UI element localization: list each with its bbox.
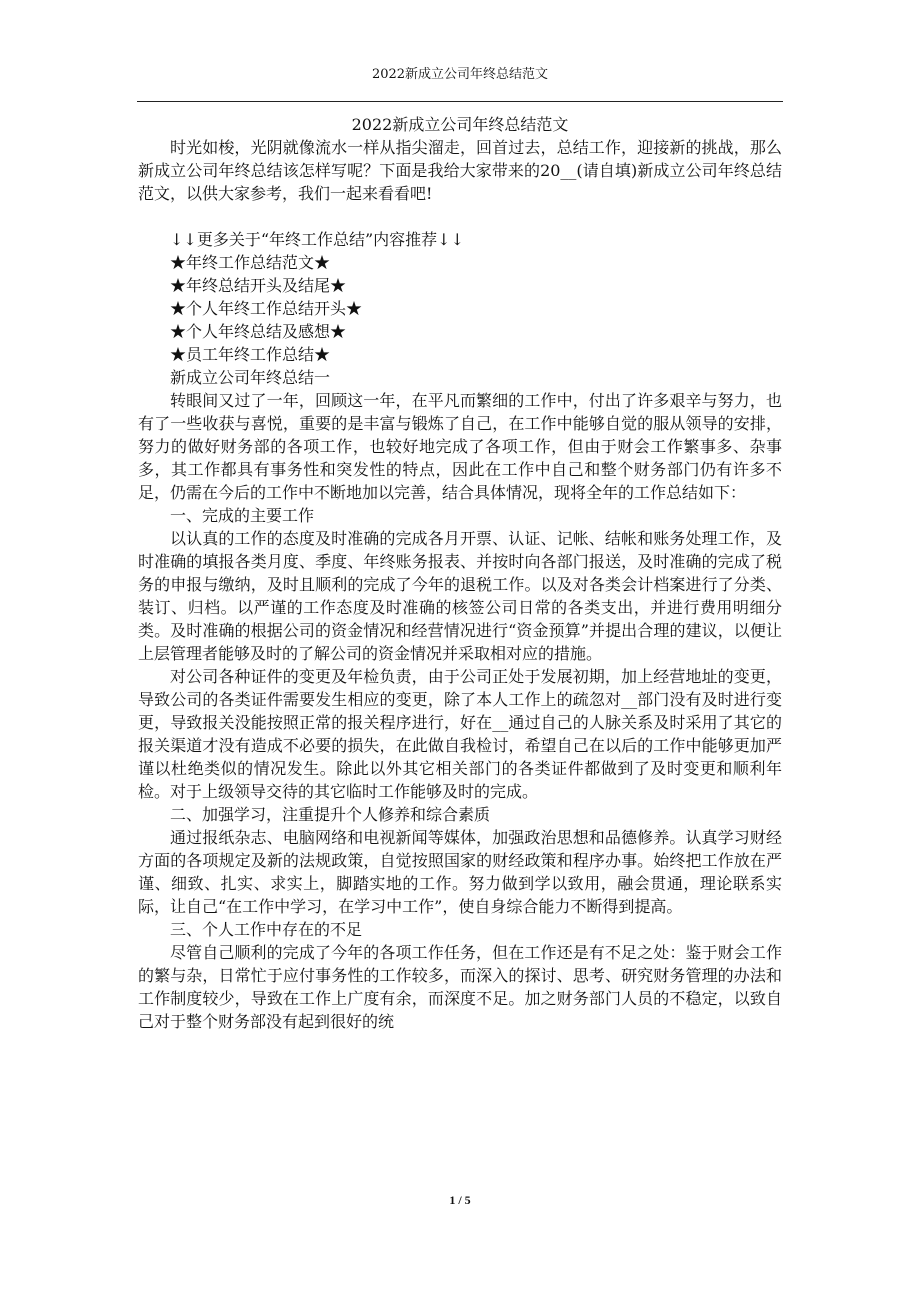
body-paragraph: 以认真的工作的态度及时准确的完成各月开票、认证、记帐、结帐和账务处理工作，及时准确的填报各类月度、季度、年终账务报表、并按时向各部门报送，及时准确的完成了税务的申报与缴纳，及时且顺利的完成了今年的退税工作。以及对各类会计档案进行了分类、装订、归档。以严谨的工作态度及时准确的核签公司日常的各类支出，并进行费用明细分类。及时准确的根据公司的资金情况和经营情况进行“资金预算”并提出合理的建议，以便让上层管理者能够及时的了解公司的资金情况并采取相对应的措施。 — [138, 529, 782, 663]
intro-paragraph: 时光如梭，光阴就像流水一样从指尖溜走，回首过去，总结工作，迎接新的挑战，那么新成立公司年终总结该怎样写呢？下面是我给大家带来的20__(请自填)新成立公司年终总结范文，以供大家参考，我们一起来看看吧! — [138, 138, 782, 203]
document-body — [138, 113, 782, 1033]
section-heading: 三、个人工作中存在的不足 — [170, 920, 363, 939]
recommend-header: ↓↓更多关于“年终工作总结”内容推荐↓↓ — [170, 230, 464, 249]
recommend-link[interactable]: ★个人年终总结及感想★ — [170, 322, 347, 341]
section-title: 新成立公司年终总结一 — [170, 368, 331, 387]
body-paragraph: 转眼间又过了一年，回顾这一年，在平凡而繁细的工作中，付出了许多艰辛与努力，也有了一些收获与喜悦，重要的是丰富与锻炼了自己，在工作中能够自觉的服从领导的安排，努力的做好财务部的各项工作，也较好地完成了各项工作，但由于财会工作繁事多、杂事多，其工作都具有事务性和突发性的特点，因此在工作中自己和整个财务部门仍有许多不足，仍需在今后的工作中不断地加以完善，结合具体情况，现将全年的工作总结如下： — [138, 391, 782, 502]
running-header: 2022新成立公司年终总结范文 — [371, 67, 549, 82]
body-paragraph: 对公司各种证件的变更及年检负责，由于公司正处于发展初期，加上经营地址的变更，导致公司的各类证件需要发生相应的变更，除了本人工作上的疏忽对__部门没有及时进行变更，导致报关没能按照正常的报关程序进行，好在__通过自己的人脉关系及时采用了其它的报关渠道才没有造成不必要的损失，在此做自我检讨，希望自己在以后的工作中能够更加严谨以杜绝类似的情况发生。除此以外其它相关部门的各类证件都做到了及时变更和顺利年检。对于上级领导交待的其它临时工作能够及时的完成。 — [138, 667, 782, 801]
recommend-link[interactable]: ★员工年终工作总结★ — [170, 345, 331, 364]
recommend-link[interactable]: ★年终总结开头及结尾★ — [170, 276, 347, 295]
section-heading: 二、加强学习，注重提升个人修养和综合素质 — [170, 805, 491, 824]
recommend-link[interactable]: ★个人年终工作总结开头★ — [170, 299, 363, 318]
document-title: 2022新成立公司年终总结范文 — [351, 115, 569, 134]
body-paragraph: 通过报纸杂志、电脑网络和电视新闻等媒体，加强政治思想和品德修养。认真学习财经方面的各项规定及新的法规政策，自觉按照国家的财经政策和程序办事。始终把工作放在严谨、细致、扎实、求实上，脚踏实地的工作。努力做到学以致用，融会贯通，理论联系实际，让自己“在工作中学习，在学习中工作”，使自身综合能力不断得到提高。 — [138, 828, 782, 916]
page-number: 1 / 5 — [449, 1193, 471, 1207]
body-paragraph: 尽管自己顺利的完成了今年的各项工作任务，但在工作还是有不足之处：鉴于财会工作的繁与杂，日常忙于应付事务性的工作较多，而深入的探讨、思考、研究财务管理的办法和工作制度较少，导致在工作上广度有余，而深度不足。加之财务部门人员的不稳定，以致自己对于整个财务部没有起到很好的统 — [138, 943, 782, 1031]
section-heading: 一、完成的主要工作 — [170, 506, 315, 525]
header-divider — [137, 101, 783, 102]
recommend-link[interactable]: ★年终工作总结范文★ — [170, 253, 331, 272]
blank-line — [138, 205, 782, 228]
